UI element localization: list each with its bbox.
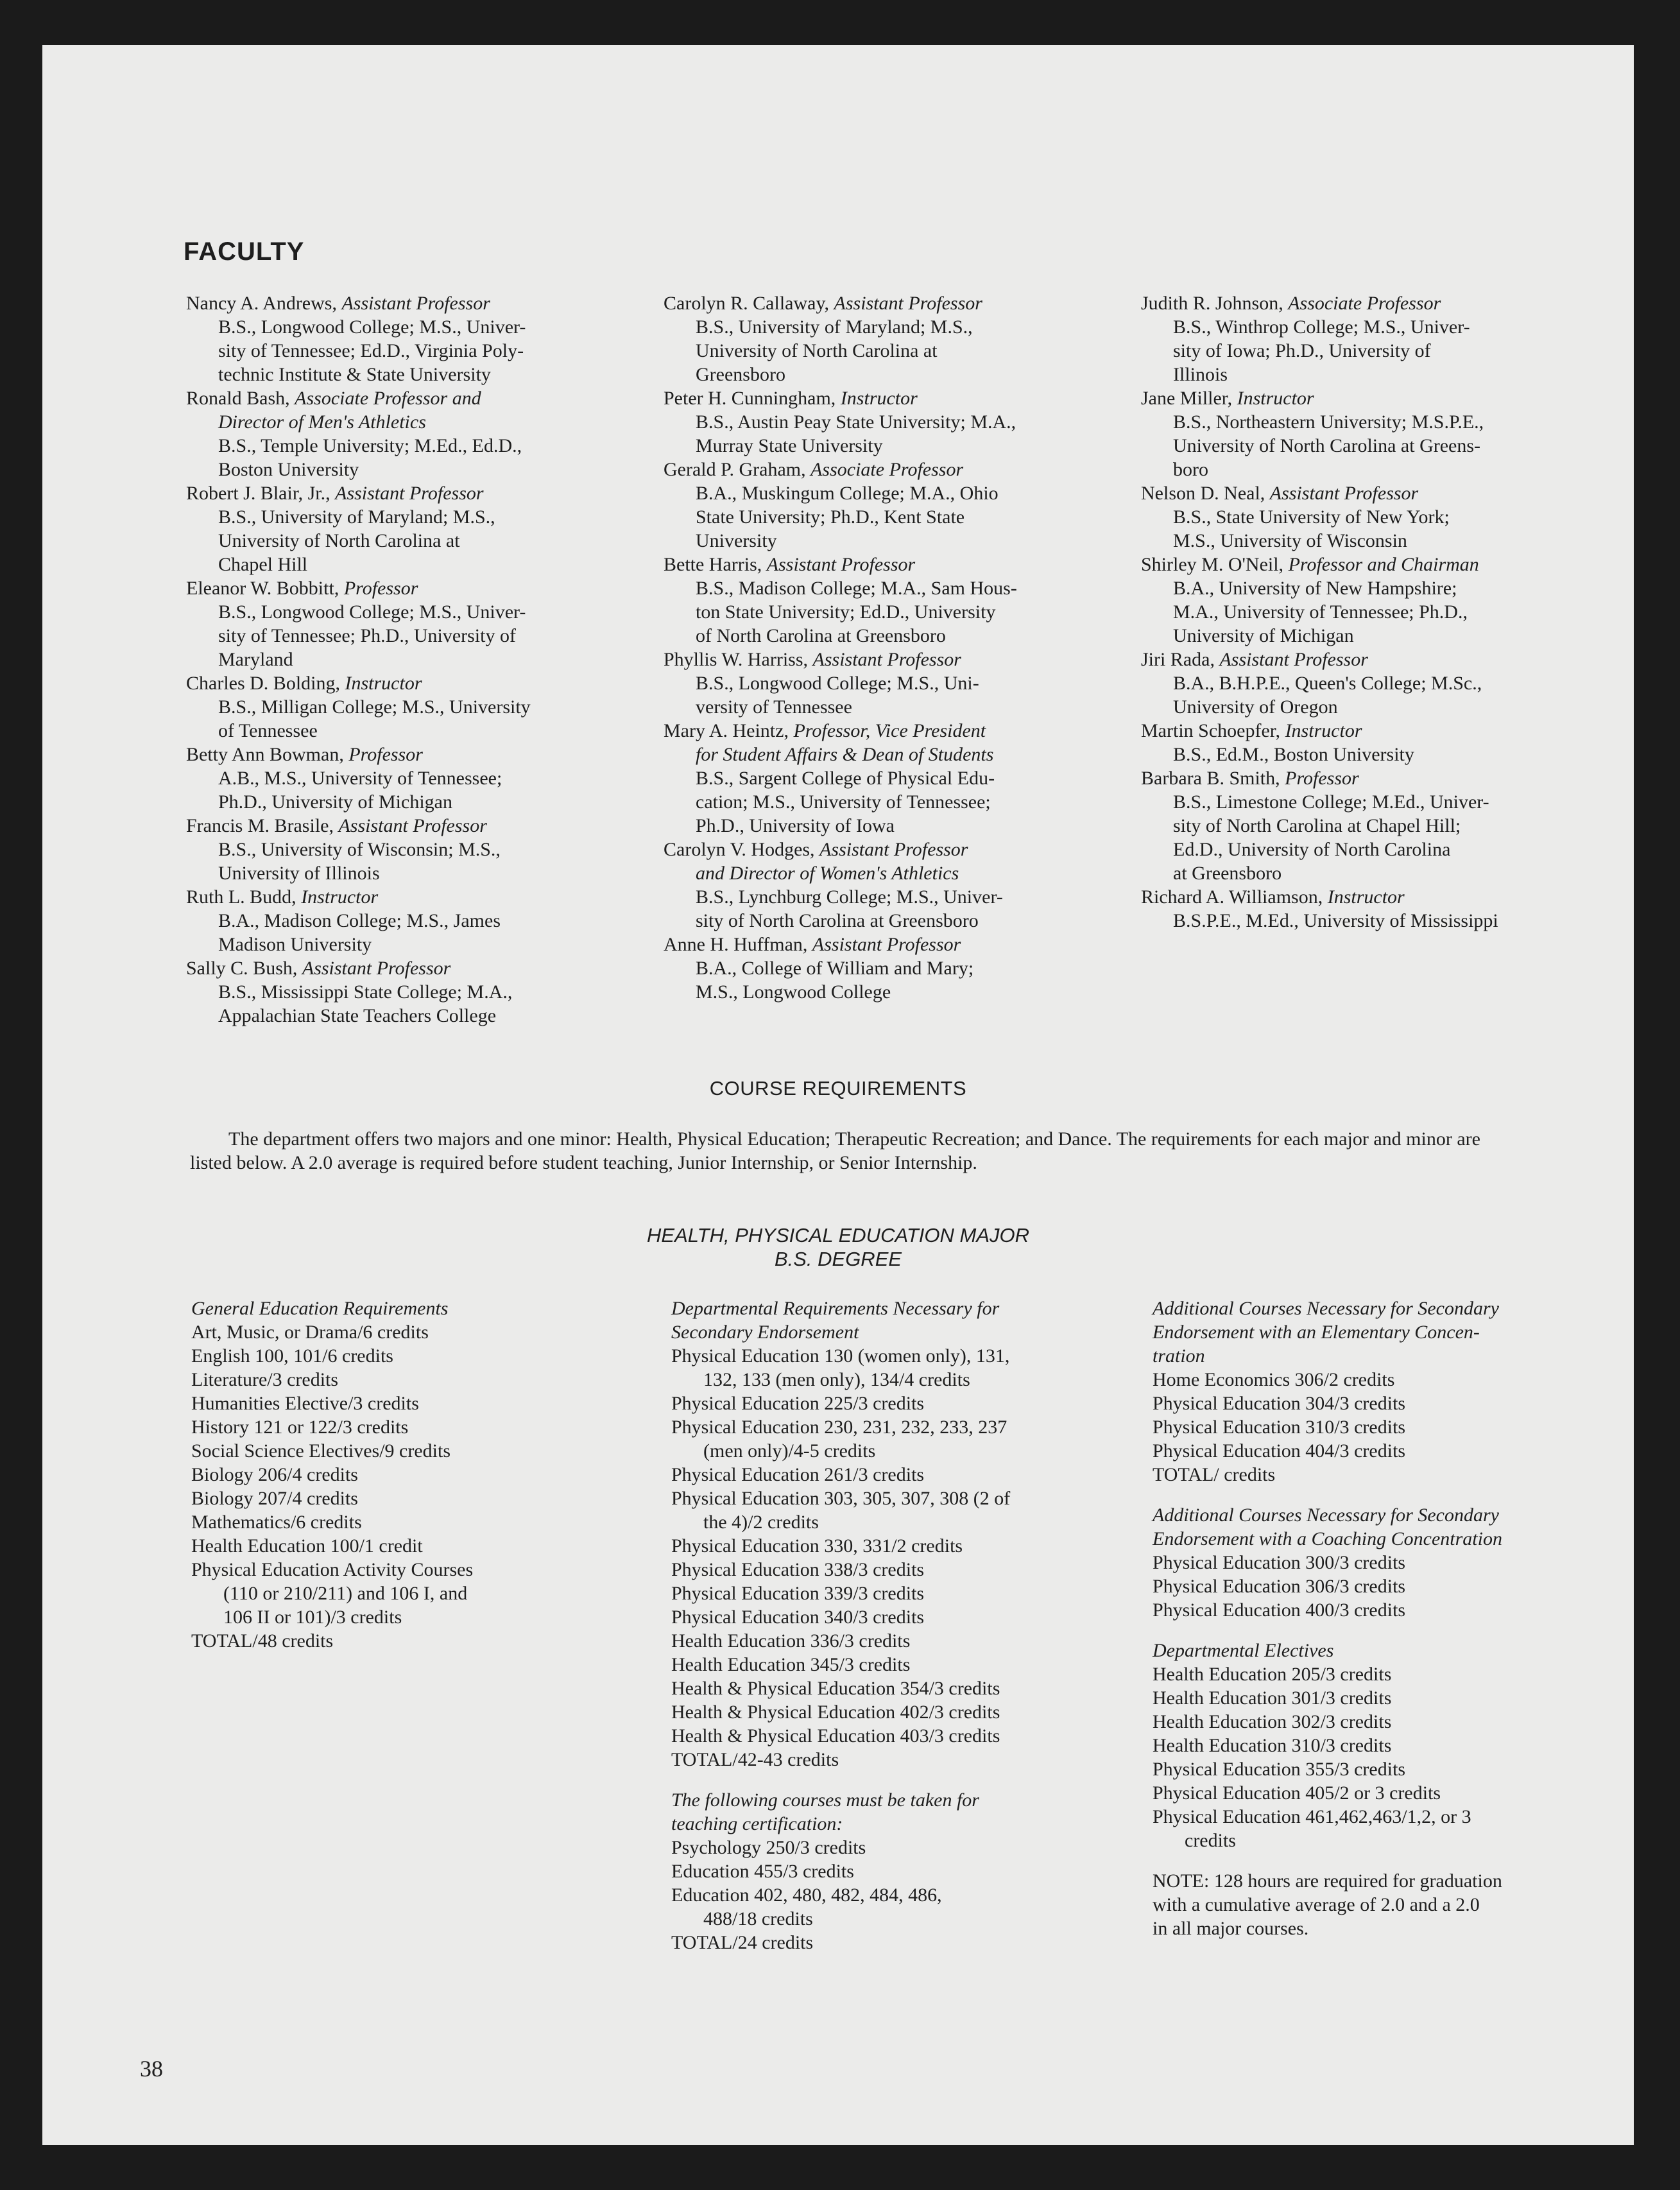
faculty-title: Instructor bbox=[1237, 388, 1314, 409]
faculty-entry bbox=[1141, 885, 1603, 933]
faculty-degrees: B.A., B.H.P.E., Queen's College; M.Sc., bbox=[1173, 673, 1482, 694]
course-line: History 121 or 122/3 credits bbox=[191, 1417, 409, 1438]
course-line: Physical Education 303, 305, 307, 308 (2 of bbox=[671, 1488, 1011, 1509]
faculty-degrees: B.A., Muskingum College; M.A., Ohio bbox=[696, 483, 999, 504]
course-line: Physical Education 261/3 credits bbox=[671, 1464, 925, 1485]
course-line: Physical Education 340/3 credits bbox=[671, 1607, 925, 1628]
course-line: Health & Physical Education 402/3 credits bbox=[671, 1702, 1000, 1723]
course-line: TOTAL/42-43 credits bbox=[671, 1749, 839, 1770]
faculty-degrees: Ph.D., University of Michigan bbox=[218, 791, 452, 813]
section-gap bbox=[1153, 1622, 1615, 1639]
major-heading bbox=[42, 1223, 1634, 1271]
departmental-requirements-heading: Departmental Requirements Necessary for bbox=[671, 1298, 1000, 1319]
faculty-title: Professor and Chairman bbox=[1288, 554, 1479, 575]
faculty-column-1 bbox=[186, 291, 635, 1028]
faculty-title: Instructor bbox=[1285, 720, 1362, 741]
faculty-name-line bbox=[1141, 553, 1603, 576]
course-line: Art, Music, or Drama/6 credits bbox=[191, 1322, 429, 1343]
faculty-name-line bbox=[664, 648, 1113, 671]
course-line: Physical Education 338/3 credits bbox=[671, 1559, 925, 1580]
faculty-entry bbox=[1141, 648, 1603, 719]
faculty-degrees: sity of Iowa; Ph.D., University of bbox=[1173, 340, 1431, 361]
faculty-title: Instructor bbox=[840, 388, 918, 409]
faculty-degrees: B.S., Temple University; M.Ed., Ed.D., bbox=[218, 435, 522, 456]
faculty-title: Assistant Professor bbox=[819, 839, 968, 860]
faculty-name: Barbara B. Smith, bbox=[1141, 768, 1285, 789]
faculty-degrees: State University; Ph.D., Kent State bbox=[696, 506, 965, 528]
faculty-degrees: University of North Carolina at bbox=[218, 530, 460, 551]
faculty-entry bbox=[1141, 719, 1603, 766]
faculty-name-line bbox=[1141, 719, 1603, 743]
faculty-name: Shirley M. O'Neil, bbox=[1141, 554, 1289, 575]
course-line: (110 or 210/211) and 106 I, and bbox=[223, 1583, 468, 1604]
faculty-name-line bbox=[186, 481, 635, 505]
faculty-degrees: University bbox=[696, 530, 777, 551]
faculty-degrees: Madison University bbox=[218, 934, 372, 955]
course-line: Education 455/3 credits bbox=[671, 1861, 854, 1882]
requirements-column-2 bbox=[671, 1297, 1133, 1954]
requirements-column-1 bbox=[191, 1297, 640, 1653]
faculty-name-line bbox=[186, 291, 635, 315]
faculty-name-line bbox=[186, 814, 635, 838]
course-line: Physical Education 330, 331/2 credits bbox=[671, 1535, 963, 1556]
faculty-name-line bbox=[186, 885, 635, 909]
major-title: HEALTH, PHYSICAL EDUCATION MAJOR bbox=[647, 1224, 1029, 1246]
course-line: Physical Education 355/3 credits bbox=[1153, 1759, 1406, 1780]
faculty-entry bbox=[1141, 481, 1603, 553]
faculty-degrees: Greensboro bbox=[696, 364, 785, 385]
faculty-name-line bbox=[186, 956, 635, 980]
faculty-entry bbox=[1141, 291, 1603, 386]
course-line: Health Education 310/3 credits bbox=[1153, 1735, 1392, 1756]
faculty-degrees: B.S., Longwood College; M.S., Uni- bbox=[696, 673, 979, 694]
course-requirements-heading: COURSE REQUIREMENTS bbox=[709, 1077, 967, 1099]
faculty-name: Charles D. Bolding, bbox=[186, 673, 345, 694]
course-line: English 100, 101/6 credits bbox=[191, 1345, 393, 1367]
course-line: Physical Education 130 (women only), 131, bbox=[671, 1345, 1010, 1367]
course-line: Physical Education 404/3 credits bbox=[1153, 1440, 1406, 1461]
course-line: 488/18 credits bbox=[703, 1908, 813, 1929]
faculty-degrees: cation; M.S., University of Tennessee; bbox=[696, 791, 991, 813]
faculty-degrees: M.S., Longwood College bbox=[696, 981, 891, 1003]
course-line: TOTAL/48 credits bbox=[191, 1630, 334, 1651]
faculty-degrees: Illinois bbox=[1173, 364, 1228, 385]
section-gap bbox=[1153, 1852, 1615, 1869]
faculty-title: Assistant Professor bbox=[341, 293, 490, 314]
faculty-degrees: B.S., Madison College; M.A., Sam Hous- bbox=[696, 578, 1017, 599]
faculty-degrees: University of North Carolina at bbox=[696, 340, 938, 361]
faculty-entry bbox=[186, 743, 635, 814]
faculty-degrees: Maryland bbox=[218, 649, 293, 670]
faculty-name: Mary A. Heintz, bbox=[664, 720, 794, 741]
faculty-name: Ruth L. Budd, bbox=[186, 886, 302, 908]
faculty-name-line bbox=[664, 933, 1113, 956]
faculty-name: Carolyn R. Callaway, bbox=[664, 293, 834, 314]
faculty-name-line bbox=[186, 576, 635, 600]
faculty-degrees: technic Institute & State University bbox=[218, 364, 491, 385]
faculty-degrees: B.S., Northeastern University; M.S.P.E., bbox=[1173, 411, 1484, 433]
faculty-name-line bbox=[664, 458, 1113, 481]
faculty-degrees: Chapel Hill bbox=[218, 554, 308, 575]
course-line: TOTAL/ credits bbox=[1153, 1464, 1276, 1485]
faculty-name: Judith R. Johnson, bbox=[1141, 293, 1289, 314]
faculty-name: Nelson D. Neal, bbox=[1141, 483, 1270, 504]
faculty-title: Instructor bbox=[301, 886, 379, 908]
faculty-name-line bbox=[664, 386, 1113, 410]
course-line: Biology 206/4 credits bbox=[191, 1464, 358, 1485]
course-line: Social Science Electives/9 credits bbox=[191, 1440, 451, 1461]
faculty-name: Jane Miller, bbox=[1141, 388, 1237, 409]
faculty-entry bbox=[664, 553, 1113, 648]
course-line: Psychology 250/3 credits bbox=[671, 1837, 866, 1858]
faculty-degrees: B.S., Austin Peay State University; M.A., bbox=[696, 411, 1016, 433]
faculty-entry bbox=[186, 885, 635, 956]
faculty-title: Assistant Professor bbox=[1269, 483, 1419, 504]
faculty-degrees: B.S., Limestone College; M.Ed., Univer- bbox=[1173, 791, 1489, 813]
course-line: Education 402, 480, 482, 484, 486, bbox=[671, 1884, 942, 1906]
course-line: Health & Physical Education 403/3 credits bbox=[671, 1725, 1000, 1746]
faculty-name: Nancy A. Andrews, bbox=[186, 293, 342, 314]
faculty-degrees: Ed.D., University of North Carolina bbox=[1173, 839, 1451, 860]
faculty-degrees: B.S., Longwood College; M.S., Univer- bbox=[218, 316, 526, 338]
course-line: Physical Education Activity Courses bbox=[191, 1559, 474, 1580]
faculty-name: Carolyn V. Hodges, bbox=[664, 839, 820, 860]
faculty-name-line bbox=[1141, 648, 1603, 671]
faculty-entry bbox=[664, 933, 1113, 1004]
faculty-name: Phyllis W. Harriss, bbox=[664, 649, 813, 670]
faculty-name-line bbox=[186, 386, 635, 410]
course-line: Biology 207/4 credits bbox=[191, 1488, 358, 1509]
faculty-degrees: Murray State University bbox=[696, 435, 883, 456]
faculty-name: Gerald P. Graham, bbox=[664, 459, 811, 480]
faculty-name: Bette Harris, bbox=[664, 554, 767, 575]
faculty-name: Robert J. Blair, Jr., bbox=[186, 483, 336, 504]
faculty-title: Assistant Professor bbox=[766, 554, 916, 575]
faculty-name: Francis M. Brasile, bbox=[186, 815, 339, 836]
faculty-title-continued: and Director of Women's Athletics bbox=[696, 863, 959, 884]
course-line: Health Education 336/3 credits bbox=[671, 1630, 911, 1651]
faculty-name: Jiri Rada, bbox=[1141, 649, 1220, 670]
course-line: Mathematics/6 credits bbox=[191, 1512, 362, 1533]
faculty-title: Assistant Professor bbox=[834, 293, 982, 314]
elective-section-heading: Endorsement with an Elementary Concen- bbox=[1153, 1322, 1480, 1343]
faculty-name: Richard A. Williamson, bbox=[1141, 886, 1328, 908]
faculty-degrees: B.A., Madison College; M.S., James bbox=[218, 910, 501, 931]
course-line: Physical Education 339/3 credits bbox=[671, 1583, 925, 1604]
faculty-degrees: versity of Tennessee bbox=[696, 696, 852, 718]
graduation-note: in all major courses. bbox=[1153, 1918, 1309, 1939]
faculty-degrees: of North Carolina at Greensboro bbox=[696, 625, 946, 646]
section-gap bbox=[1153, 1487, 1615, 1503]
faculty-entry bbox=[1141, 386, 1603, 481]
faculty-degrees: B.S., Sargent College of Physical Edu- bbox=[696, 768, 995, 789]
faculty-entry bbox=[186, 671, 635, 743]
course-line: Physical Education 461,462,463/1,2, or 3 bbox=[1153, 1806, 1471, 1827]
faculty-name-line bbox=[664, 553, 1113, 576]
page-number: 38 bbox=[140, 2056, 163, 2082]
faculty-title: Assistant Professor bbox=[812, 649, 961, 670]
faculty-degrees: B.S., Mississippi State College; M.A., bbox=[218, 981, 513, 1003]
faculty-degrees: University of North Carolina at Greens- bbox=[1173, 435, 1481, 456]
faculty-entry bbox=[664, 458, 1113, 553]
faculty-entry bbox=[1141, 553, 1603, 648]
faculty-degrees: B.S., Milligan College; M.S., University bbox=[218, 696, 531, 718]
faculty-entry bbox=[664, 719, 1113, 838]
faculty-name-line bbox=[1141, 291, 1603, 315]
course-line: Health Education 345/3 credits bbox=[671, 1654, 911, 1675]
faculty-entry bbox=[1141, 766, 1603, 885]
faculty-title: Assistant Professor bbox=[1219, 649, 1368, 670]
faculty-entry bbox=[186, 814, 635, 885]
faculty-entry bbox=[186, 291, 635, 386]
faculty-degrees: University of Michigan bbox=[1173, 625, 1354, 646]
faculty-degrees: B.S., Ed.M., Boston University bbox=[1173, 744, 1414, 765]
course-line: Health Education 302/3 credits bbox=[1153, 1711, 1392, 1732]
faculty-degrees: B.A., College of William and Mary; bbox=[696, 958, 974, 979]
course-line: (men only)/4-5 credits bbox=[703, 1440, 876, 1461]
course-line: Health Education 205/3 credits bbox=[1153, 1664, 1392, 1685]
faculty-column-3 bbox=[1141, 291, 1603, 933]
course-line: Physical Education 400/3 credits bbox=[1153, 1599, 1406, 1621]
faculty-entry bbox=[664, 386, 1113, 458]
document-page bbox=[42, 45, 1634, 2145]
course-line: Literature/3 credits bbox=[191, 1369, 339, 1390]
course-requirements-text: The department offers two majors and one minor: Health, Physical Education; Therapeutic Recreation; and Dance. The requirements for each major and minor are listed below. A 2.0 average is required before student teaching, Junior Internship, or Senior Internship. bbox=[190, 1128, 1480, 1173]
faculty-entry bbox=[186, 576, 635, 671]
course-line: Health Education 100/1 credit bbox=[191, 1535, 423, 1556]
faculty-degrees: B.S., University of Wisconsin; M.S., bbox=[218, 839, 501, 860]
faculty-entry bbox=[186, 481, 635, 576]
faculty-degrees: sity of North Carolina at Chapel Hill; bbox=[1173, 815, 1461, 836]
faculty-title: Assistant Professor bbox=[335, 483, 484, 504]
course-line: 106 II or 101)/3 credits bbox=[223, 1607, 402, 1628]
faculty-title: Assistant Professor bbox=[302, 958, 451, 979]
general-education-heading: General Education Requirements bbox=[191, 1298, 449, 1319]
faculty-name: Anne H. Huffman, bbox=[664, 934, 812, 955]
faculty-degrees: sity of Tennessee; Ed.D., Virginia Poly- bbox=[218, 340, 524, 361]
course-line: Physical Education 405/2 or 3 credits bbox=[1153, 1782, 1441, 1804]
course-line: Health Education 301/3 credits bbox=[1153, 1687, 1392, 1709]
faculty-degrees: B.A., University of New Hampshire; bbox=[1173, 578, 1457, 599]
faculty-degrees: Boston University bbox=[218, 459, 359, 480]
faculty-name: Ronald Bash, bbox=[186, 388, 295, 409]
course-line: Physical Education 230, 231, 232, 233, 237 bbox=[671, 1417, 1007, 1438]
faculty-name: Eleanor W. Bobbitt, bbox=[186, 578, 344, 599]
faculty-title: Professor bbox=[343, 578, 418, 599]
course-line: Physical Education 300/3 credits bbox=[1153, 1552, 1406, 1573]
faculty-degrees: A.B., M.S., University of Tennessee; bbox=[218, 768, 502, 789]
faculty-degrees: University of Oregon bbox=[1173, 696, 1338, 718]
faculty-name: Betty Ann Bowman, bbox=[186, 744, 349, 765]
faculty-name-line bbox=[1141, 766, 1603, 790]
faculty-degrees: B.S., Longwood College; M.S., Univer- bbox=[218, 601, 526, 623]
course-line: TOTAL/24 credits bbox=[671, 1932, 814, 1953]
faculty-degrees: ton State University; Ed.D., University bbox=[696, 601, 996, 623]
certification-heading-continued: teaching certification: bbox=[671, 1813, 843, 1834]
faculty-title: Associate Professor and bbox=[295, 388, 481, 409]
faculty-degrees: Appalachian State Teachers College bbox=[218, 1005, 497, 1026]
course-line: Physical Education 310/3 credits bbox=[1153, 1417, 1406, 1438]
faculty-degrees: M.A., University of Tennessee; Ph.D., bbox=[1173, 601, 1468, 623]
faculty-title-continued: Director of Men's Athletics bbox=[218, 411, 426, 433]
major-degree: B.S. DEGREE bbox=[774, 1248, 902, 1270]
faculty-degrees: B.S.P.E., M.Ed., University of Mississippi bbox=[1173, 910, 1498, 931]
faculty-name: Peter H. Cunningham, bbox=[664, 388, 841, 409]
faculty-name-line bbox=[664, 838, 1113, 861]
course-line: 132, 133 (men only), 134/4 credits bbox=[703, 1369, 970, 1390]
faculty-title: Associate Professor bbox=[1288, 293, 1441, 314]
elective-section-heading: Endorsement with a Coaching Concentration bbox=[1153, 1528, 1502, 1549]
faculty-title: Assistant Professor bbox=[812, 934, 961, 955]
graduation-note: with a cumulative average of 2.0 and a 2.0 bbox=[1153, 1894, 1480, 1915]
course-line: Physical Education 306/3 credits bbox=[1153, 1576, 1406, 1597]
course-line: Physical Education 304/3 credits bbox=[1153, 1393, 1406, 1414]
faculty-name-line bbox=[186, 743, 635, 766]
faculty-entry bbox=[664, 648, 1113, 719]
faculty-heading: FACULTY bbox=[184, 237, 305, 266]
faculty-degrees: B.S., Winthrop College; M.S., Univer- bbox=[1173, 316, 1470, 338]
course-line: the 4)/2 credits bbox=[703, 1512, 819, 1533]
faculty-name-line bbox=[186, 671, 635, 695]
faculty-name: Martin Schoepfer, bbox=[1141, 720, 1285, 741]
course-line: Home Economics 306/2 credits bbox=[1153, 1369, 1395, 1390]
faculty-name-line bbox=[664, 719, 1113, 743]
faculty-name-line bbox=[1141, 885, 1603, 909]
faculty-degrees: B.S., University of Maryland; M.S., bbox=[218, 506, 495, 528]
faculty-entry bbox=[186, 386, 635, 481]
requirements-column-3 bbox=[1153, 1297, 1615, 1940]
departmental-requirements-heading-continued: Secondary Endorsement bbox=[671, 1322, 859, 1343]
faculty-degrees: sity of North Carolina at Greensboro bbox=[696, 910, 979, 931]
faculty-name-line bbox=[1141, 386, 1603, 410]
elective-section-heading: Additional Courses Necessary for Secondary bbox=[1153, 1505, 1499, 1526]
faculty-title: Instructor bbox=[1327, 886, 1405, 908]
faculty-column-2 bbox=[664, 291, 1113, 1004]
faculty-degrees: boro bbox=[1173, 459, 1208, 480]
faculty-degrees: sity of Tennessee; Ph.D., University of bbox=[218, 625, 516, 646]
faculty-degrees: B.S., Lynchburg College; M.S., Univer- bbox=[696, 886, 1003, 908]
faculty-title: Professor bbox=[348, 744, 423, 765]
faculty-degrees: Ph.D., University of Iowa bbox=[696, 815, 895, 836]
faculty-entry bbox=[664, 838, 1113, 933]
course-line: Humanities Elective/3 credits bbox=[191, 1393, 419, 1414]
faculty-name-line bbox=[1141, 481, 1603, 505]
course-line: Health & Physical Education 354/3 credits bbox=[671, 1678, 1000, 1699]
faculty-degrees: of Tennessee bbox=[218, 720, 318, 741]
elective-section-heading: Additional Courses Necessary for Secondary bbox=[1153, 1298, 1499, 1319]
faculty-title: Professor bbox=[1285, 768, 1359, 789]
faculty-degrees: M.S., University of Wisconsin bbox=[1173, 530, 1407, 551]
elective-section-heading: tration bbox=[1153, 1345, 1205, 1367]
elective-section-heading: Departmental Electives bbox=[1153, 1640, 1334, 1661]
faculty-title-continued: for Student Affairs & Dean of Students bbox=[696, 744, 994, 765]
course-line: credits bbox=[1185, 1830, 1236, 1851]
graduation-note: NOTE: 128 hours are required for graduation bbox=[1153, 1870, 1502, 1892]
faculty-name-line bbox=[664, 291, 1113, 315]
faculty-title: Associate Professor bbox=[810, 459, 964, 480]
faculty-degrees: University of Illinois bbox=[218, 863, 380, 884]
faculty-entry bbox=[186, 956, 635, 1028]
faculty-title: Assistant Professor bbox=[338, 815, 487, 836]
faculty-name: Sally C. Bush, bbox=[186, 958, 302, 979]
faculty-degrees: at Greensboro bbox=[1173, 863, 1282, 884]
faculty-title: Professor, Vice President bbox=[793, 720, 986, 741]
faculty-entry bbox=[664, 291, 1113, 386]
section-gap bbox=[671, 1772, 1133, 1788]
faculty-degrees: B.S., University of Maryland; M.S., bbox=[696, 316, 973, 338]
certification-heading: The following courses must be taken for bbox=[671, 1789, 979, 1811]
faculty-title: Instructor bbox=[345, 673, 422, 694]
faculty-degrees: B.S., State University of New York; bbox=[1173, 506, 1450, 528]
course-line: Physical Education 225/3 credits bbox=[671, 1393, 925, 1414]
